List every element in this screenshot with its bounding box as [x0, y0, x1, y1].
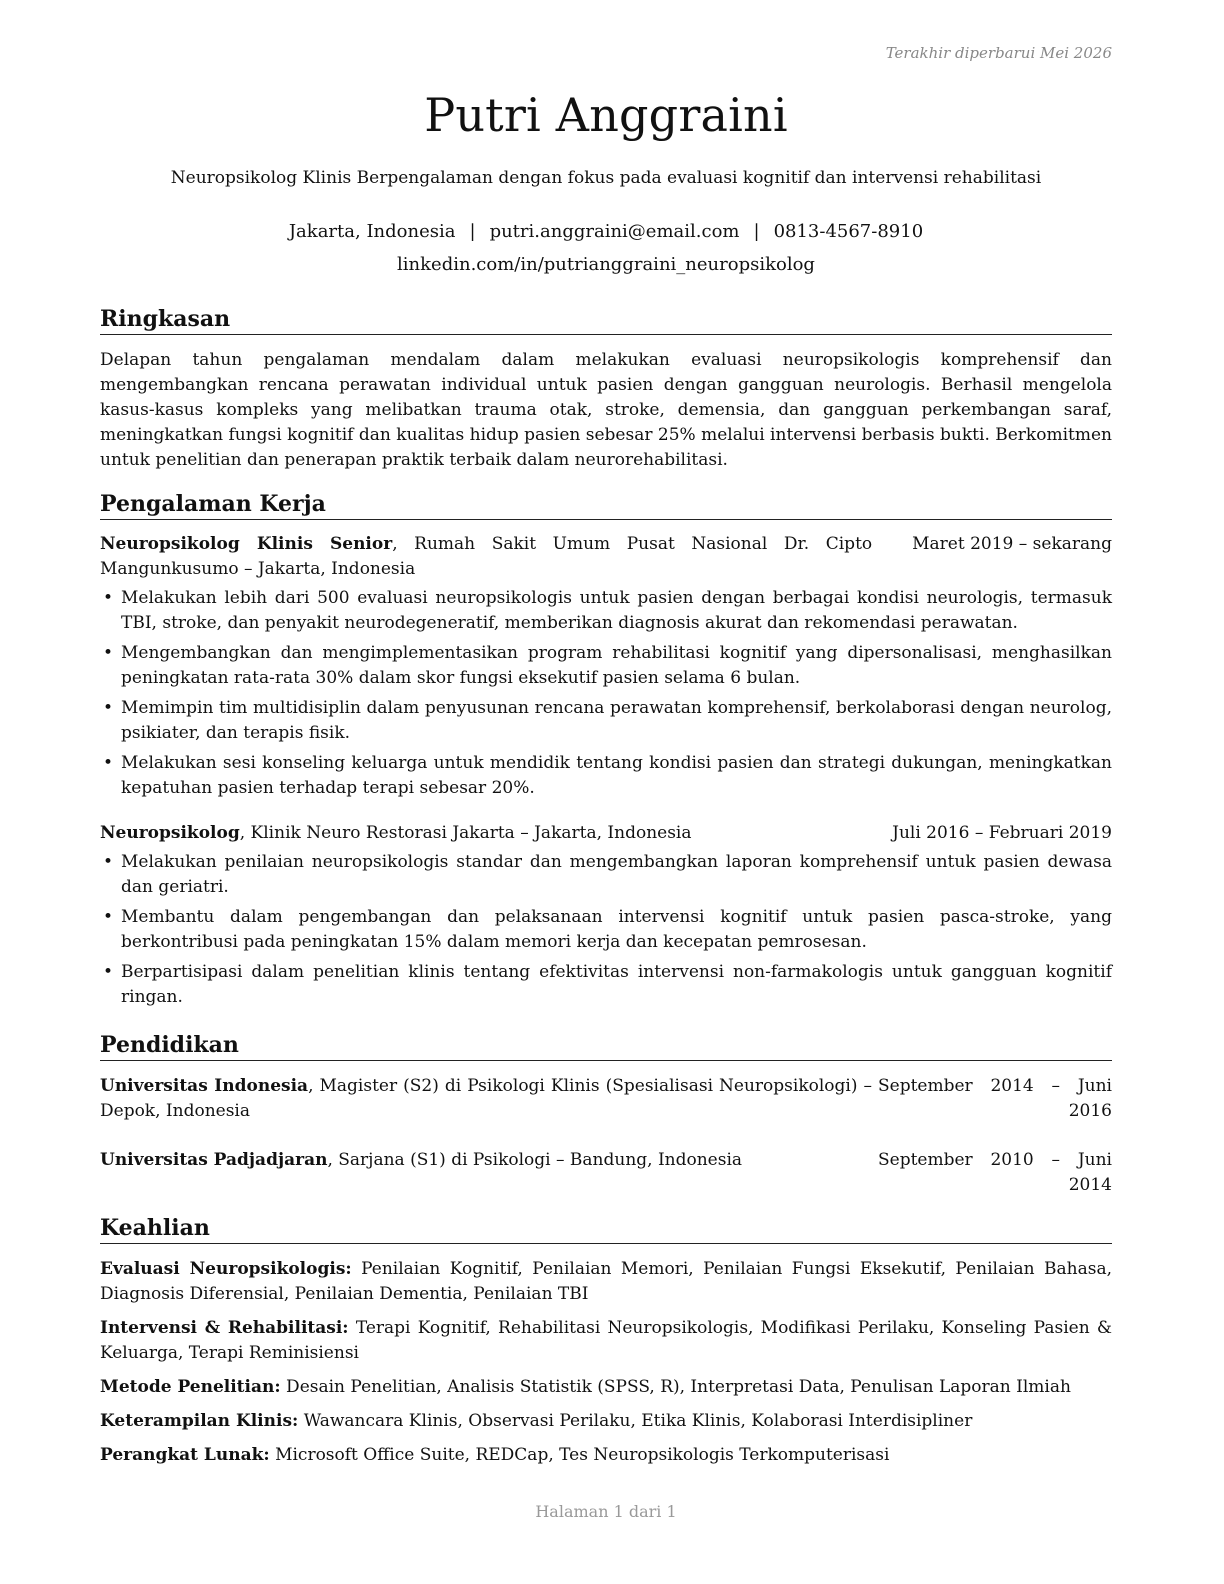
email-link[interactable]: putri.anggraini@email.com	[489, 221, 740, 242]
list-item: • Melakukan lebih dari 500 evaluasi neuropsikologis untuk pasien dengan berbagai kondisi neurologis, termasuk TBI, stroke, dan penyakit neurodegeneratif, memberikan diagnosis akurat dan rekomendasi perawatan.	[100, 586, 1112, 636]
dates-line: September 2014 – Juni	[878, 1076, 1112, 1096]
dates-line: 2014	[1068, 1175, 1112, 1195]
separator: |	[469, 221, 476, 242]
summary-text: Delapan tahun pengalaman mendalam dalam melakukan evaluasi neuropsikologis komprehensif dan mengembangkan rencana perawatan individual untuk pasien dengan gangguan neurologis. Berhasil mengelola kasus-kasus kompleks yang melibatkan trauma otak, stroke, demensia, dan gangguan perkembangan saraf, meningkatkan fungsi kognitif dan kualitas hidup pasien sebesar 25% melalui intervensi berbasis bukti. Berkomitmen untuk penelitian dan penerapan praktik terbaik dalam neurorehabilitasi.	[100, 350, 1112, 470]
skill-label: Evaluasi Neuropsikologis:	[100, 1259, 352, 1279]
education-section	[100, 1031, 1112, 1198]
job-org: , Rumah Sakit Umum Pusat Nasional Dr. Cipto Mangunkusumo – Jakarta, Indonesia	[100, 534, 873, 579]
skill-label: Metode Penelitian:	[100, 1377, 281, 1397]
job-dates: Maret 2019 – sekarang	[912, 534, 1112, 554]
skill-row	[100, 1257, 1112, 1307]
skill-label: Intervensi & Rehabilitasi:	[100, 1318, 349, 1338]
skill-text: Penilaian Kognitif, Penilaian Memori, Penilaian Fungsi Eksekutif, Penilaian Bahasa, Diagnosis Diferensial, Penilaian Dementia, Penilaian TBI	[100, 1259, 1113, 1304]
skill-text: Desain Penelitian, Analisis Statistik (SPSS, R), Interpretasi Data, Penulisan Laporan Ilmiah	[280, 1377, 1071, 1397]
job-entry	[100, 532, 1112, 801]
skill-row	[100, 1316, 1112, 1366]
job-dates: Juli 2016 – Februari 2019	[892, 823, 1112, 843]
page-number: Halaman 1 dari 1	[535, 1502, 677, 1521]
dates-line: 2016	[1068, 1101, 1112, 1121]
location: Jakarta, Indonesia	[288, 221, 456, 242]
job-header	[100, 821, 1112, 846]
job-title-line	[100, 821, 892, 846]
job-bullets	[100, 850, 1112, 1010]
education-title-line	[100, 1148, 878, 1173]
tagline: Neuropsikolog Klinis Berpengalaman dengan fokus pada evaluasi kognitif dan intervensi rehabilitasi	[170, 168, 1042, 188]
skills-section	[100, 1214, 1112, 1477]
job-bullets	[100, 586, 1112, 801]
job-org: , Klinik Neuro Restorasi Jakarta – Jakarta, Indonesia	[239, 823, 692, 843]
school-name: Universitas Padjadjaran	[100, 1150, 328, 1170]
job-role: Neuropsikolog	[100, 823, 240, 843]
list-item: • Membantu dalam pengembangan dan pelaksanaan intervensi kognitif untuk pasien pasca-stroke, yang berkontribusi pada peningkatan 15% dalam memori kerja dan kecepatan pemrosesan.	[100, 905, 1112, 955]
dates-line: September 2010 – Juni	[878, 1150, 1112, 1170]
skill-label: Keterampilan Klinis:	[100, 1411, 299, 1431]
school-name: Universitas Indonesia	[100, 1076, 309, 1096]
job-header	[100, 532, 1112, 582]
degree-detail: , Magister (S2) di Psikologi Klinis (Spesialisasi Neuropsikologi) – Depok, Indonesia	[100, 1076, 873, 1121]
list-item: • Berpartisipasi dalam penelitian klinis tentang efektivitas intervensi non-farmakologis untuk gangguan kognitif ringan.	[100, 960, 1112, 1010]
education-dates	[878, 1148, 1112, 1198]
section-title: Pendidikan	[100, 1031, 1112, 1061]
contact-line	[100, 221, 1112, 242]
last-updated: Terakhir diperbarui Mei 2026	[885, 44, 1112, 62]
list-item: • Melakukan penilaian neuropsikologis standar dan mengembangkan laporan komprehensif untuk pasien dewasa dan geriatri.	[100, 850, 1112, 900]
phone: 0813-4567-8910	[773, 221, 924, 242]
section-title: Keahlian	[100, 1214, 1112, 1244]
education-entry	[100, 1074, 1112, 1124]
separator: |	[753, 221, 760, 242]
person-name: Putri Anggraini	[424, 88, 788, 142]
skill-row	[100, 1443, 1112, 1468]
skills-list	[100, 1257, 1112, 1468]
section-title: Pengalaman Kerja	[100, 490, 1112, 520]
linkedin-link[interactable]: linkedin.com/in/putrianggraini_neuropsikolog	[397, 254, 815, 275]
experience-section	[100, 490, 1112, 1015]
list-item: • Melakukan sesi konseling keluarga untuk mendidik tentang kondisi pasien dan strategi dukungan, meningkatkan kepatuhan pasien terhadap terapi sebesar 20%.	[100, 751, 1112, 801]
education-dates	[878, 1074, 1112, 1124]
job-title-line	[100, 532, 912, 582]
list-item: • Mengembangkan dan mengimplementasikan program rehabilitasi kognitif yang dipersonalisasi, menghasilkan peningkatan rata-rata 30% dalam skor fungsi eksekutif pasien selama 6 bulan.	[100, 641, 1112, 691]
job-role: Neuropsikolog Klinis Senior	[100, 534, 393, 554]
skill-row	[100, 1409, 1112, 1434]
skill-text: Wawancara Klinis, Observasi Perilaku, Etika Klinis, Kolaborasi Interdisipliner	[298, 1411, 973, 1431]
skill-row	[100, 1375, 1112, 1400]
education-entry	[100, 1148, 1112, 1198]
list-item: • Memimpin tim multidisiplin dalam penyusunan rencana perawatan komprehensif, berkolaborasi dengan neurolog, psikiater, dan terapis fisik.	[100, 696, 1112, 746]
job-entry	[100, 821, 1112, 1010]
resume-page	[100, 0, 1112, 1584]
skill-text: Microsoft Office Suite, REDCap, Tes Neuropsikologis Terkomputerisasi	[269, 1445, 890, 1465]
section-title: Ringkasan	[100, 305, 1112, 335]
summary-section	[100, 305, 1112, 473]
degree-detail: , Sarjana (S1) di Psikologi – Bandung, Indonesia	[327, 1150, 743, 1170]
education-title-line	[100, 1074, 878, 1124]
skill-text: Terapi Kognitif, Rehabilitasi Neuropsikologis, Modifikasi Perilaku, Konseling Pasien & Keluarga, Terapi Reminisiensi	[100, 1318, 1112, 1363]
skill-label: Perangkat Lunak:	[100, 1445, 270, 1465]
